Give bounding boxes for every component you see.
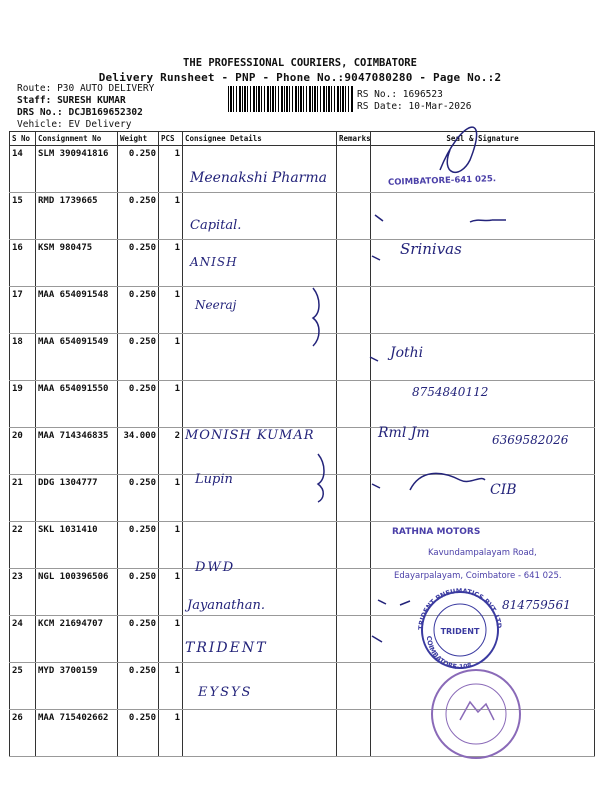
cell-weight: 0.250 — [118, 381, 159, 428]
cell-pcs: 1 — [159, 193, 183, 240]
col-pcs: PCS — [159, 132, 183, 146]
cell-sno: 23 — [10, 569, 36, 616]
cell-consignment: MAA 714346835 — [36, 428, 118, 475]
stamp-coimbatore-641025: COIMBATORE-641 025. — [387, 174, 497, 188]
cell-sno: 24 — [10, 616, 36, 663]
brace-17-18 — [313, 288, 319, 346]
trident-outer-text: TRIDENT PNEUMATICS PVT. LTD — [416, 586, 504, 631]
hand-consignee-25: Jayanathan. — [187, 598, 266, 613]
cell-pcs: 1 — [159, 522, 183, 569]
trident-center-text: TRIDENT — [440, 627, 480, 636]
mark-15b — [470, 220, 506, 222]
cell-weight: 0.250 — [118, 334, 159, 381]
hand-consignee-14: Meenakshi Pharma — [190, 170, 327, 186]
cell-sno: 17 — [10, 287, 36, 334]
cell-consignment: KSM 980475 — [36, 240, 118, 287]
col-weight: Weight — [118, 132, 159, 146]
cell-weight: 0.250 — [118, 663, 159, 710]
rs-no-label: RS No.: — [357, 89, 398, 100]
cell-sno: 19 — [10, 381, 36, 428]
drs-value: DCJB169652302 — [68, 107, 143, 118]
hand-signature-22: CIB — [490, 482, 517, 498]
cell-pcs: 1 — [159, 663, 183, 710]
cell-consignment: KCM 21694707 — [36, 616, 118, 663]
cell-consignment: DDG 1304777 — [36, 475, 118, 522]
seal-inner-ring — [446, 684, 506, 744]
vehicle-label: Vehicle: — [17, 119, 63, 130]
cell-weight: 0.250 — [118, 287, 159, 334]
cell-sno: 20 — [10, 428, 36, 475]
hand-consignee-17: Neeraj — [195, 298, 237, 312]
cell-weight: 0.250 — [118, 522, 159, 569]
stamp-rathna-line1: Kavundampalayam Road, — [428, 548, 537, 558]
stamp-rathna-name: RATHNA MOTORS — [392, 527, 481, 537]
mark-15a — [375, 215, 383, 221]
hand-consignee-16: ANISH — [190, 255, 238, 269]
seal-outer-ring — [432, 670, 520, 758]
hand-phone-20: 6369582026 — [492, 433, 569, 447]
cell-pcs: 1 — [159, 287, 183, 334]
cell-weight: 0.250 — [118, 569, 159, 616]
stamp-rathna-line2: Edayarpalayam, Coimbatore - 641 025. — [394, 571, 562, 581]
cell-consignment: SKL 1031410 — [36, 522, 118, 569]
hand-consignee-20: MONISH KUMAR — [185, 428, 315, 443]
rs-date-value: 10-Mar-2026 — [408, 101, 472, 112]
staff-label: Staff: — [17, 95, 52, 106]
cell-sno: 21 — [10, 475, 36, 522]
cell-consignment: MAA 654091548 — [36, 287, 118, 334]
mark-22a — [372, 484, 380, 488]
cell-pcs: 1 — [159, 334, 183, 381]
hand-extra-eysys: EYSYS — [198, 685, 253, 700]
cell-consignment: RMD 1739665 — [36, 193, 118, 240]
mark-16 — [372, 256, 380, 260]
col-consignment: Consignment No — [36, 132, 118, 146]
mark-25 — [378, 600, 410, 605]
cell-pcs: 1 — [159, 381, 183, 428]
col-seal: Seal & Signature — [371, 132, 595, 146]
cell-sno: 18 — [10, 334, 36, 381]
hand-consignee-24: DWD — [195, 560, 236, 575]
cell-sno: 15 — [10, 193, 36, 240]
cell-weight: 0.250 — [118, 146, 159, 193]
staff-value: SURESH KUMAR — [57, 95, 126, 106]
cell-pcs: 1 — [159, 146, 183, 193]
hand-phone-19: 8754840112 — [412, 385, 489, 399]
trident-bottom-text: COIMBATORE-108 — [424, 635, 474, 672]
cell-pcs: 2 — [159, 428, 183, 475]
hand-consignee-15: Capital. — [190, 218, 242, 233]
hand-signature-16: Srinivas — [400, 240, 462, 258]
cell-pcs: 1 — [159, 616, 183, 663]
cell-pcs: 1 — [159, 710, 183, 757]
hand-consignee-21: Lupin — [195, 472, 233, 487]
col-consignee: Consignee Details — [183, 132, 337, 146]
cell-consignment: MAA 715402662 — [36, 710, 118, 757]
cell-weight: 34.000 — [118, 428, 159, 475]
hand-signature-20: Rml Jm — [378, 425, 430, 441]
cell-weight: 0.250 — [118, 240, 159, 287]
round-seal — [430, 668, 522, 760]
cell-sno: 22 — [10, 522, 36, 569]
cell-consignment: MYD 3700159 — [36, 663, 118, 710]
route-label: Route: — [17, 83, 52, 94]
runsheet-title: Delivery Runsheet - PNP - Phone No.:9047080280 - Page No.:2 — [98, 71, 502, 84]
cell-sno: 26 — [10, 710, 36, 757]
drs-label: DRS No.: — [17, 107, 63, 118]
cell-pcs: 1 — [159, 475, 183, 522]
cell-weight: 0.250 — [118, 616, 159, 663]
vehicle-value: EV Delivery — [68, 119, 132, 130]
cell-consignment: MAA 654091550 — [36, 381, 118, 428]
cell-weight: 0.250 — [118, 193, 159, 240]
signature-scribble-14 — [440, 127, 477, 172]
cell-consignment: NGL 100396506 — [36, 569, 118, 616]
company-title: THE PROFESSIONAL COURIERS, COIMBATORE — [183, 57, 417, 69]
col-sno: S No — [10, 132, 36, 146]
mark-18 — [370, 357, 378, 361]
cell-sno: 14 — [10, 146, 36, 193]
trident-stamp — [415, 586, 505, 672]
cell-weight: 0.250 — [118, 710, 159, 757]
cell-sno: 16 — [10, 240, 36, 287]
cell-sno: 25 — [10, 663, 36, 710]
route-value: P30 AUTO DELIVERY — [57, 83, 155, 94]
signature-22 — [410, 473, 485, 490]
mark-26 — [372, 636, 382, 642]
rs-no-value: 1696523 — [402, 89, 443, 100]
cell-pcs: 1 — [159, 240, 183, 287]
seal-emblem-icon — [460, 702, 494, 720]
col-remarks: Remarks — [337, 132, 371, 146]
hand-consignee-26: TRIDENT — [185, 640, 268, 656]
cell-consignment: SLM 390941816 — [36, 146, 118, 193]
hand-signature-18: Jothi — [390, 345, 424, 361]
hand-phone-25: 814759561 — [502, 598, 571, 612]
brace-21-22 — [318, 454, 324, 502]
rs-date-label: RS Date: — [357, 101, 403, 112]
cell-weight: 0.250 — [118, 475, 159, 522]
cell-consignment: MAA 654091549 — [36, 334, 118, 381]
cell-pcs: 1 — [159, 569, 183, 616]
